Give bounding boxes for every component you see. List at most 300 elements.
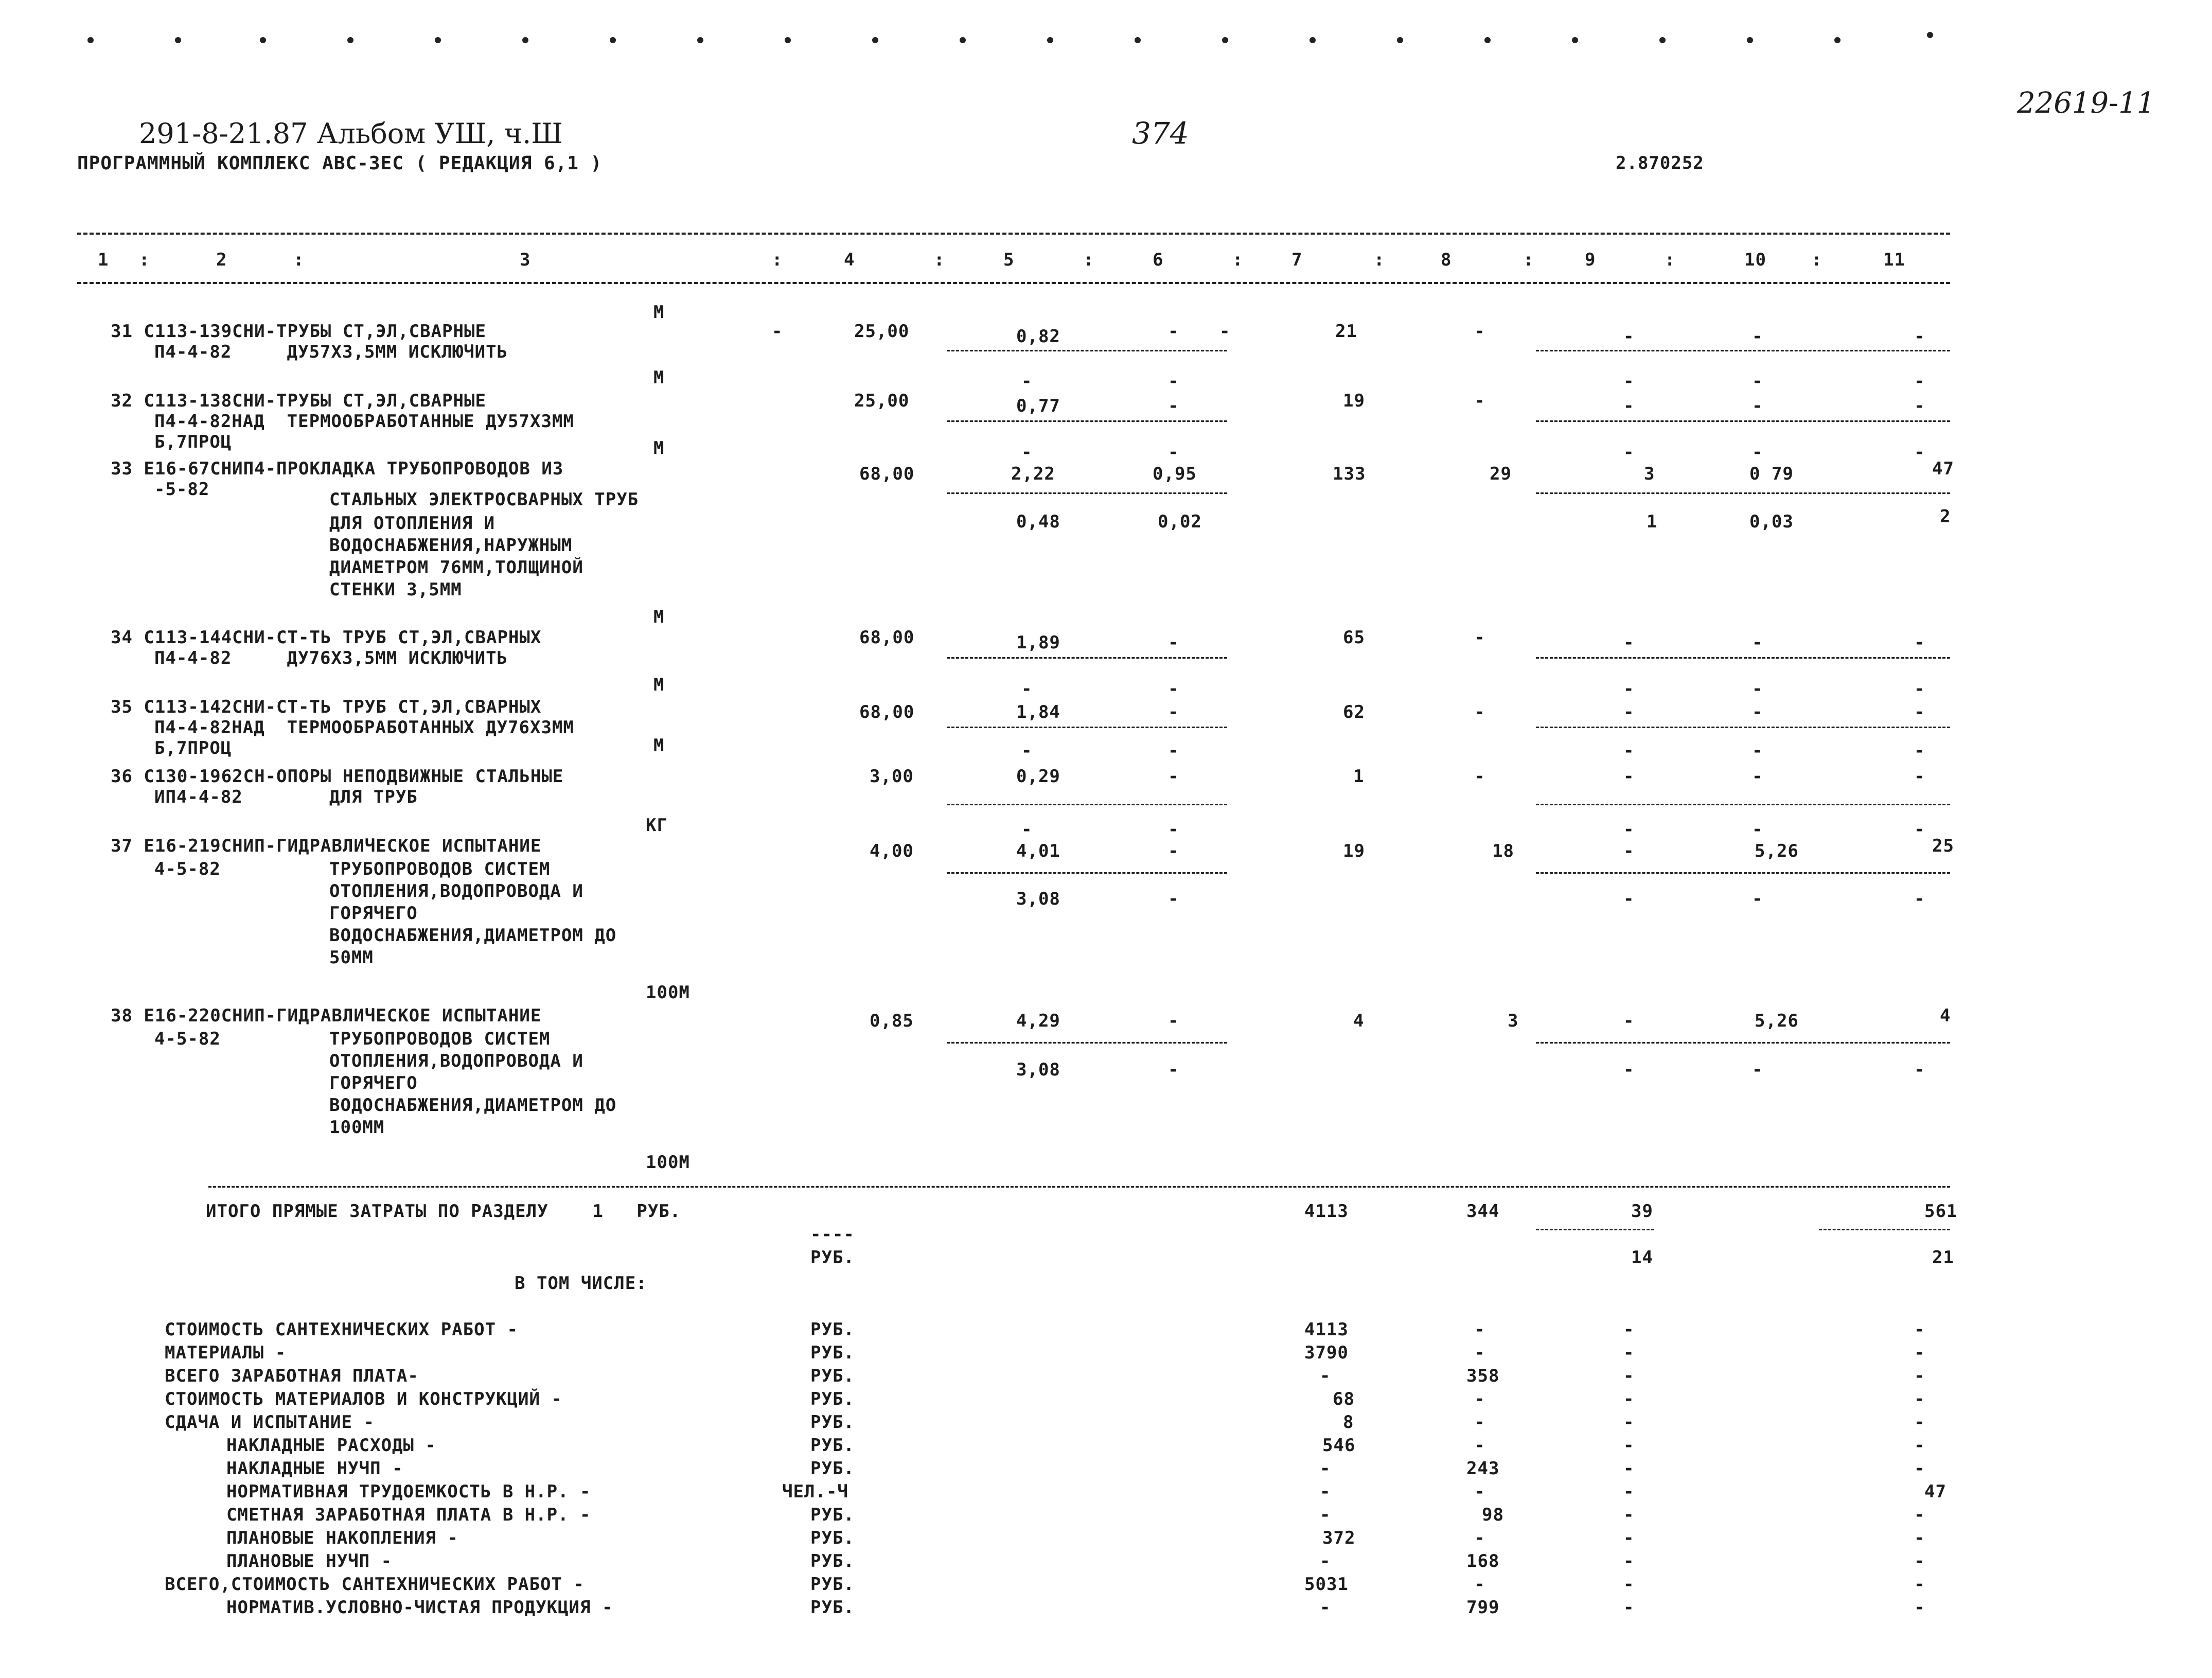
table-text: - — [1623, 702, 1635, 722]
table-text: - — [1623, 766, 1635, 787]
table-text: - — [1021, 442, 1033, 463]
table-text: РУБ. — [810, 1505, 855, 1525]
table-text: НОРМАТИВНАЯ ТРУДОЕМКОСТЬ В Н.Р. - — [226, 1481, 591, 1502]
table-text: - — [1623, 819, 1635, 840]
table-text: 25,00 — [854, 321, 910, 342]
subrow-separator — [947, 350, 1227, 351]
table-text: ---- — [810, 1224, 855, 1245]
table-text: 32 С113-138СНИ-ТРУБЫ СТ,ЭЛ,СВАРНЫЕ — [111, 391, 486, 411]
table-text: 1,84 — [1016, 702, 1060, 722]
subrow-separator — [1536, 350, 1950, 351]
table-text: - — [1623, 1505, 1635, 1525]
subrow-separator — [1536, 1042, 1950, 1044]
margin-dot — [435, 37, 441, 43]
margin-dot — [347, 37, 353, 43]
table-text: - — [1914, 396, 1925, 416]
table-text: П4-4-82НАД ТЕРМООБРАБОТАННЫХ ДУ76Х3ММ — [154, 717, 574, 738]
table-text: СТОИМОСТЬ МАТЕРИАЛОВ И КОНСТРУКЦИЙ - — [165, 1389, 562, 1409]
table-text: 29 — [1490, 464, 1512, 484]
table-text: - — [1752, 396, 1763, 416]
table-text: РУБ. — [810, 1597, 855, 1618]
table-text: 0,77 — [1016, 396, 1060, 416]
table-text: РУБ. — [810, 1343, 855, 1363]
table-text: 0,02 — [1158, 511, 1202, 532]
table-text: 35 С113-142СНИ-СТ-ТЬ ТРУБ СТ,ЭЛ,СВАРНЫХ — [111, 697, 542, 717]
table-text: 68,00 — [859, 702, 915, 722]
subrow-separator — [1536, 804, 1950, 805]
table-text: 4,00 — [870, 841, 914, 861]
table-text: - — [1168, 679, 1179, 699]
table-text: 68 — [1333, 1389, 1355, 1409]
column-number: 6 — [1153, 250, 1164, 270]
margin-dot — [1484, 37, 1491, 43]
table-text: 561 — [1924, 1201, 1958, 1222]
margin-dot — [785, 37, 791, 43]
table-text: ВСЕГО,СТОИМОСТЬ САНТЕХНИЧЕСКИХ РАБОТ - — [165, 1574, 585, 1595]
table-text: РУБ. — [810, 1435, 855, 1456]
column-number: 9 — [1585, 250, 1596, 270]
column-divider: : — [293, 250, 305, 270]
table-text: 4 — [1940, 1005, 1951, 1026]
table-text: - — [1474, 1319, 1485, 1340]
table-text: - — [1623, 1481, 1635, 1502]
table-text: - — [1623, 396, 1635, 416]
table-text: П4-4-82НАД ТЕРМООБРАБОТАННЫЕ ДУ57Х3ММ — [154, 411, 574, 432]
column-number: 10 — [1744, 250, 1766, 270]
column-divider: : — [934, 250, 945, 270]
table-text: 4,29 — [1016, 1011, 1060, 1031]
table-text: СТЕНКИ 3,5ММ — [329, 579, 462, 600]
table-text: 100М — [646, 982, 690, 1003]
margin-dot — [1572, 37, 1578, 43]
column-number: 5 — [1003, 250, 1015, 270]
subrow-separator — [1536, 727, 1950, 728]
subrow-separator — [1536, 657, 1950, 659]
table-text: - — [1914, 1505, 1925, 1525]
table-text: Б,7ПРОЦ — [154, 738, 232, 758]
table-text: М — [653, 438, 665, 458]
table-text: 0,82 — [1016, 326, 1060, 347]
table-text: ГОРЯЧЕГО — [329, 903, 418, 924]
table-text: - — [1168, 396, 1179, 416]
table-text: - — [1623, 1528, 1635, 1548]
table-text: - — [1623, 841, 1635, 861]
subrow-separator — [947, 727, 1227, 728]
table-text: 1 — [1353, 766, 1365, 787]
table-text: - — [1623, 632, 1635, 653]
table-text: ДЛЯ ТРУБ — [329, 787, 418, 807]
table-text: - — [1623, 1011, 1635, 1031]
table-text: 1 — [1647, 511, 1658, 532]
table-text: - — [1474, 766, 1485, 787]
table-text: ВСЕГО ЗАРАБОТНАЯ ПЛАТА- — [165, 1366, 419, 1386]
table-text: - — [1320, 1481, 1331, 1502]
table-text: - — [1623, 1412, 1635, 1433]
column-number: 4 — [844, 250, 855, 270]
table-text: ПЛАНОВЫЕ НУЧП - — [226, 1551, 393, 1571]
subrow-separator — [1536, 872, 1950, 874]
table-text: - — [1914, 1319, 1925, 1340]
table-text: РУБ. — [810, 1574, 855, 1595]
subrow-separator — [1536, 492, 1950, 494]
table-text: 0,85 — [870, 1011, 914, 1031]
table-text: 8 — [1343, 1412, 1354, 1433]
table-text: - — [1168, 889, 1179, 909]
table-text: ТРУБОПРОВОДОВ СИСТЕМ — [329, 859, 551, 879]
table-text: - — [1320, 1551, 1331, 1571]
subrow-separator — [947, 872, 1227, 874]
table-text: 31 С113-139СНИ-ТРУБЫ СТ,ЭЛ,СВАРНЫЕ — [111, 321, 486, 342]
table-text: - — [1914, 371, 1925, 392]
table-text: - — [1474, 1481, 1485, 1502]
margin-dot — [872, 37, 878, 43]
table-text: 50ММ — [329, 947, 374, 968]
table-text: - — [1914, 1343, 1925, 1363]
table-text: 37 Е16-219СНИП-ГИДРАВЛИЧЕСКОЕ ИСПЫТАНИЕ — [111, 836, 542, 856]
table-text: ИТОГО ПРЯМЫЕ ЗАТРАТЫ ПО РАЗДЕЛУ 1 РУБ. — [206, 1201, 681, 1222]
table-text: 100ММ — [329, 1117, 385, 1138]
table-text: - — [1914, 1389, 1925, 1409]
table-text: - — [1474, 1412, 1485, 1433]
table-text: - — [1021, 819, 1033, 840]
table-text: - — [1914, 702, 1925, 722]
table-text: - — [1914, 1059, 1925, 1080]
table-text: 5,26 — [1755, 1011, 1799, 1031]
archive-stamp: 22619-11 — [2017, 86, 2155, 120]
table-text: - — [1914, 1435, 1925, 1456]
table-text: 4-5-82 — [154, 1029, 221, 1049]
table-text: - — [1168, 841, 1179, 861]
table-text: - — [1168, 1011, 1179, 1031]
table-text: ТРУБОПРОВОДОВ СИСТЕМ — [329, 1029, 551, 1049]
table-text: - — [1021, 740, 1033, 761]
table-text: РУБ. — [810, 1366, 855, 1386]
table-text: 98 — [1482, 1505, 1504, 1525]
margin-dot — [175, 37, 181, 43]
table-text: - — [1219, 321, 1231, 342]
margin-dot — [610, 37, 616, 43]
column-divider: : — [1665, 250, 1676, 270]
table-text: - — [1752, 889, 1763, 909]
table-text: РУБ. — [810, 1551, 855, 1571]
table-text: - — [1623, 1458, 1635, 1479]
table-text: 5031 — [1304, 1574, 1349, 1595]
table-text: - — [1914, 632, 1925, 653]
table-text: 33 Е16-67СНИП4-ПРОКЛАДКА ТРУБОПРОВОДОВ ИЗ — [111, 458, 564, 479]
program-name: ПРОГРАММНЫЙ КОМПЛЕКС АВС-3ЕС ( РЕДАКЦИЯ 6,1 ) — [77, 153, 603, 174]
table-text: - — [1752, 702, 1763, 722]
column-number: 1 — [98, 250, 109, 270]
table-text: 344 — [1466, 1201, 1500, 1222]
table-text: М — [653, 367, 665, 388]
subrow-separator — [947, 1042, 1227, 1044]
table-text: НАКЛАДНЫЕ РАСХОДЫ - — [226, 1435, 436, 1456]
column-number: 8 — [1441, 250, 1452, 270]
table-text: Б,7ПРОЦ — [154, 432, 232, 452]
table-text: 21 — [1335, 321, 1357, 342]
table-text: 3790 — [1304, 1343, 1349, 1363]
column-number: 2 — [216, 250, 227, 270]
margin-dot — [1222, 37, 1228, 43]
table-text: СТОИМОСТЬ САНТЕХНИЧЕСКИХ РАБОТ - — [165, 1319, 519, 1340]
table-text: 14 — [1631, 1247, 1653, 1268]
table-text: М — [653, 735, 665, 756]
table-text: - — [1752, 679, 1763, 699]
totals-separator — [208, 1186, 1950, 1188]
table-text: - — [1623, 1435, 1635, 1456]
table-text: 2 — [1940, 506, 1951, 527]
table-text: - — [1914, 1551, 1925, 1571]
table-text: 19 — [1343, 841, 1365, 861]
table-text: 3 — [1508, 1011, 1519, 1031]
margin-dot — [960, 37, 966, 43]
table-text: РУБ. — [810, 1389, 855, 1409]
table-top-border — [77, 233, 1950, 235]
column-divider: : — [1523, 250, 1534, 270]
table-text: 3,08 — [1016, 1059, 1060, 1080]
column-number: 11 — [1883, 250, 1905, 270]
table-text: 3 — [1644, 464, 1655, 484]
table-text: - — [1914, 1458, 1925, 1479]
table-text: 4 — [1353, 1011, 1365, 1031]
table-text: ЧЕЛ.-Ч — [782, 1481, 848, 1502]
table-text: - — [1752, 1059, 1763, 1080]
table-text: - — [1320, 1597, 1331, 1618]
table-text: 3,08 — [1016, 889, 1060, 909]
table-text: - — [1474, 1528, 1485, 1548]
table-text: СМЕТНАЯ ЗАРАБОТНАЯ ПЛАТА В Н.Р. - — [226, 1505, 591, 1525]
table-text: - — [1474, 1435, 1485, 1456]
table-text: - — [1320, 1505, 1331, 1525]
table-text: - — [1168, 766, 1179, 787]
table-text: ДИАМЕТРОМ 76ММ,ТОЛЩИНОЙ — [329, 557, 583, 578]
table-text: В ТОМ ЧИСЛЕ: — [515, 1273, 647, 1294]
table-text: - — [1623, 1597, 1635, 1618]
table-text: РУБ. — [810, 1528, 855, 1548]
table-text: РУБ. — [810, 1319, 855, 1340]
table-text: - — [1623, 679, 1635, 699]
margin-dot — [1659, 37, 1666, 43]
table-text: 133 — [1333, 464, 1366, 484]
document-title: 291-8-21.87 Альбом УШ, ч.Ш — [139, 117, 563, 150]
column-divider: : — [1083, 250, 1094, 270]
table-text: ГОРЯЧЕГО — [329, 1073, 418, 1093]
table-text: - — [1623, 1366, 1635, 1386]
table-text: ИП4-4-82 — [154, 787, 243, 807]
table-text: - — [1474, 1574, 1485, 1595]
table-text: - — [1914, 326, 1925, 347]
table-text: - — [1914, 766, 1925, 787]
page-number: 374 — [1132, 116, 1189, 151]
table-text: - — [1474, 391, 1485, 411]
table-text: НОРМАТИВ.УСЛОВНО-ЧИСТАЯ ПРОДУКЦИЯ - — [226, 1597, 613, 1618]
table-text: П4-4-82 ДУ57Х3,5ММ ИСКЛЮЧИТЬ — [154, 342, 508, 362]
table-text: - — [1474, 702, 1485, 722]
table-text: - — [1474, 321, 1485, 342]
column-divider: : — [139, 250, 150, 270]
table-text: 25,00 — [854, 391, 910, 411]
table-text: 3,00 — [870, 766, 914, 787]
margin-dot — [1834, 37, 1841, 43]
table-header-border — [77, 282, 1950, 284]
table-text: - — [1623, 1389, 1635, 1409]
table-text: - — [1914, 819, 1925, 840]
table-text: - — [1623, 1551, 1635, 1571]
table-text: НАКЛАДНЫЕ НУЧП - — [226, 1458, 403, 1479]
table-text: - — [1914, 1574, 1925, 1595]
table-text: -5-82 — [154, 479, 210, 500]
table-text: 168 — [1466, 1551, 1500, 1571]
table-text: - — [1168, 740, 1179, 761]
column-divider: : — [1811, 250, 1822, 270]
table-text: - — [1752, 632, 1763, 653]
margin-dot — [87, 37, 94, 43]
margin-dot — [1309, 37, 1316, 43]
table-text: - — [1623, 1319, 1635, 1340]
table-text: М — [653, 302, 665, 323]
margin-dot — [1927, 32, 1933, 38]
table-text: - — [1914, 889, 1925, 909]
table-text: 5,26 — [1755, 841, 1799, 861]
table-text: - — [1623, 442, 1635, 463]
table-text: - — [1914, 740, 1925, 761]
table-text: 68,00 — [859, 627, 915, 648]
table-text: 799 — [1466, 1597, 1500, 1618]
table-text: - — [1623, 740, 1635, 761]
table-text: 21 — [1932, 1247, 1954, 1268]
table-text: - — [772, 321, 783, 342]
subrow-separator — [1536, 420, 1950, 422]
table-text: - — [1168, 702, 1179, 722]
table-text: - — [1623, 1059, 1635, 1080]
table-text: 18 — [1492, 841, 1514, 861]
table-text: ОТОПЛЕНИЯ,ВОДОПРОВОДА И — [329, 1051, 583, 1071]
table-text: СДАЧА И ИСПЫТАНИЕ - — [165, 1412, 375, 1433]
table-text: 2,22 — [1011, 464, 1055, 484]
table-text: 4-5-82 — [154, 859, 221, 879]
table-text: - — [1914, 1597, 1925, 1618]
table-text: 358 — [1466, 1366, 1500, 1386]
table-text: ВОДОСНАБЖЕНИЯ,ДИАМЕТРОМ ДО — [329, 925, 617, 946]
table-text: РУБ. — [810, 1412, 855, 1433]
table-text: 34 С113-144СНИ-СТ-ТЬ ТРУБ СТ,ЭЛ,СВАРНЫХ — [111, 627, 542, 648]
table-text: 68,00 — [859, 464, 915, 484]
table-text: - — [1623, 1343, 1635, 1363]
table-text: ВОДОСНАБЖЕНИЯ,ДИАМЕТРОМ ДО — [329, 1095, 617, 1116]
table-text: 0,29 — [1016, 766, 1060, 787]
table-text: МАТЕРИАЛЫ - — [165, 1343, 287, 1363]
table-text: 47 — [1932, 458, 1954, 479]
document-code: 2.870252 — [1616, 153, 1704, 173]
table-text: - — [1168, 1059, 1179, 1080]
table-text: - — [1752, 371, 1763, 392]
table-text: - — [1474, 627, 1485, 648]
table-text: РУБ. — [810, 1247, 855, 1268]
table-text: М — [653, 675, 665, 695]
table-text: - — [1168, 321, 1179, 342]
table-text: 243 — [1466, 1458, 1500, 1479]
table-text: 4113 — [1304, 1319, 1349, 1340]
table-text: 39 — [1631, 1201, 1653, 1222]
table-text: 38 Е16-220СНИП-ГИДРАВЛИЧЕСКОЕ ИСПЫТАНИЕ — [111, 1005, 542, 1026]
table-text: СТАЛЬНЫХ ЭЛЕКТРОСВАРНЫХ ТРУБ — [329, 489, 639, 510]
table-text: - — [1474, 1343, 1485, 1363]
table-text: М — [653, 607, 665, 627]
table-text: П4-4-82 ДУ76Х3,5ММ ИСКЛЮЧИТЬ — [154, 648, 508, 668]
table-text: - — [1752, 740, 1763, 761]
table-text: 0,03 — [1749, 511, 1794, 532]
table-text: - — [1320, 1366, 1331, 1386]
table-text: 25 — [1932, 836, 1954, 856]
table-text: - — [1914, 1366, 1925, 1386]
table-text: 47 — [1924, 1481, 1946, 1502]
subrow-separator — [947, 657, 1227, 659]
table-text: ПЛАНОВЫЕ НАКОПЛЕНИЯ - — [226, 1528, 458, 1548]
table-text: - — [1021, 371, 1033, 392]
column-divider: : — [1232, 250, 1244, 270]
table-text: КГ — [646, 815, 668, 836]
column-divider: : — [1374, 250, 1385, 270]
table-text: 19 — [1343, 391, 1365, 411]
table-text: 372 — [1322, 1528, 1356, 1548]
column-divider: : — [772, 250, 783, 270]
table-text: - — [1474, 1389, 1485, 1409]
table-text: 62 — [1343, 702, 1365, 722]
table-text: - — [1623, 1574, 1635, 1595]
table-text: 4113 — [1304, 1201, 1349, 1222]
table-text: - — [1021, 679, 1033, 699]
subrow-separator — [947, 420, 1227, 422]
column-number: 3 — [520, 250, 531, 270]
table-text: - — [1914, 1412, 1925, 1433]
margin-dot — [522, 37, 528, 43]
table-text: - — [1623, 326, 1635, 347]
table-text: 546 — [1322, 1435, 1356, 1456]
table-text: РУБ. — [810, 1458, 855, 1479]
margin-dot — [1397, 37, 1403, 43]
subrow-separator — [947, 492, 1227, 494]
margin-dot — [260, 37, 266, 43]
column-number: 7 — [1291, 250, 1303, 270]
table-text: - — [1752, 442, 1763, 463]
margin-dot — [697, 37, 703, 43]
margin-dot — [1047, 37, 1053, 43]
table-text: - — [1914, 1528, 1925, 1548]
table-text: - — [1914, 679, 1925, 699]
margin-dot — [1135, 37, 1141, 43]
subrow-separator — [947, 804, 1227, 805]
table-text: 0,48 — [1016, 511, 1060, 532]
totals-subrow-separator — [1536, 1229, 1654, 1230]
table-text: 0 79 — [1749, 464, 1794, 484]
margin-dot — [1747, 37, 1753, 43]
totals-subrow-separator — [1819, 1229, 1950, 1230]
table-text: 0,95 — [1153, 464, 1197, 484]
table-text: 4,01 — [1016, 841, 1060, 861]
table-text: - — [1752, 326, 1763, 347]
table-text: - — [1168, 632, 1179, 653]
table-text: - — [1623, 889, 1635, 909]
table-text: - — [1168, 371, 1179, 392]
table-text: 100М — [646, 1152, 690, 1173]
table-text: - — [1168, 442, 1179, 463]
table-text: - — [1623, 371, 1635, 392]
table-text: 65 — [1343, 627, 1365, 648]
table-text: ВОДОСНАБЖЕНИЯ,НАРУЖНЫМ — [329, 535, 573, 556]
table-text: ОТОПЛЕНИЯ,ВОДОПРОВОДА И — [329, 881, 583, 902]
table-text: ДЛЯ ОТОПЛЕНИЯ И — [329, 513, 496, 534]
table-text: 36 С130-1962СН-ОПОРЫ НЕПОДВИЖНЫЕ СТАЛЬНЫЕ — [111, 766, 564, 787]
